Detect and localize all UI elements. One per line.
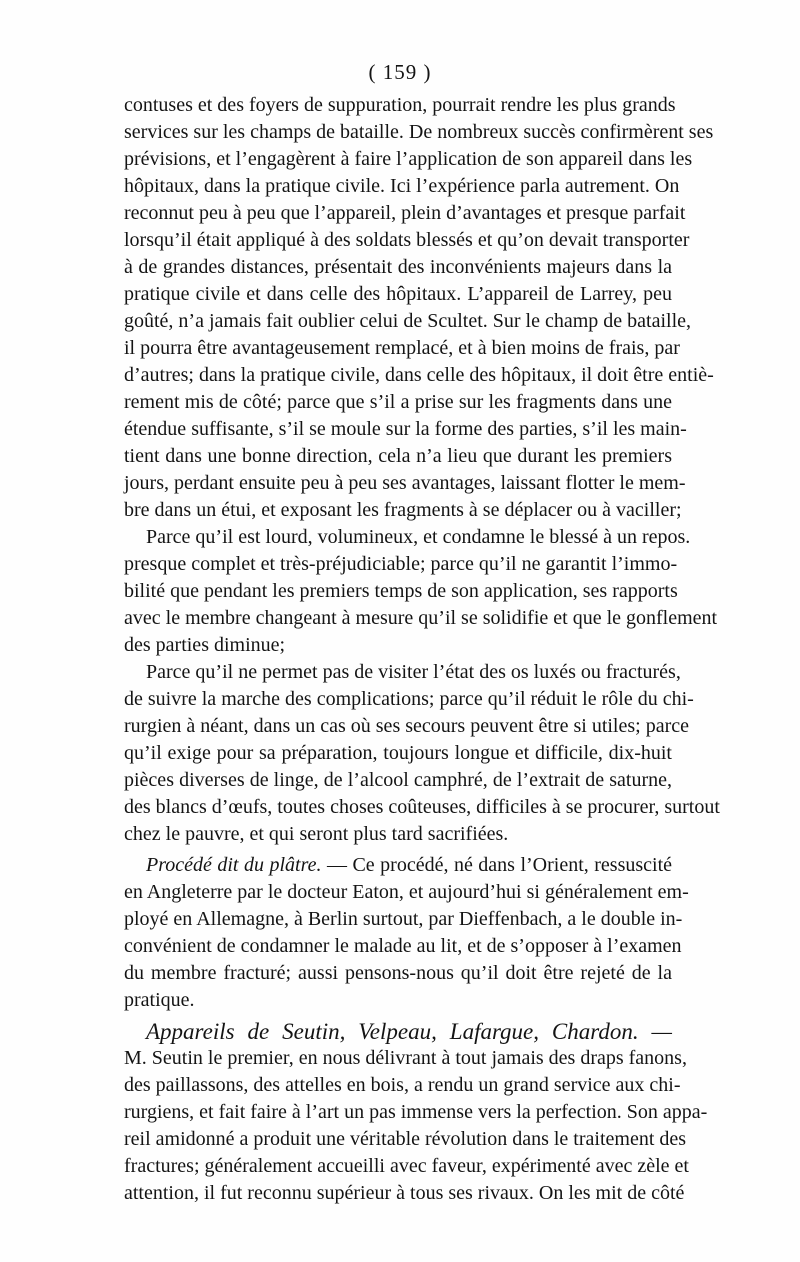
page-number: ( 159 ) (368, 60, 432, 84)
text-line: qu’il exige pour sa préparation, toujours longue et difficile, dix-huit (124, 742, 672, 764)
text-line: des blancs d’œufs, toutes choses coûteuses, difficiles à se procurer, surtout (124, 796, 720, 818)
text-line: des paillassons, des attelles en bois, a rendu un grand service aux chi- (124, 1074, 681, 1096)
text-line: Parce qu’il est lourd, volumineux, et condamne le blessé à un repos. (146, 526, 691, 548)
text-line: Parce qu’il ne permet pas de visiter l’état des os luxés ou fracturés, (146, 661, 681, 683)
text-line: hôpitaux, dans la pratique civile. Ici l’expérience parla autrement. On (124, 175, 680, 197)
text-line: fractures; généralement accueilli avec faveur, expérimenté avec zèle et (124, 1155, 689, 1177)
text-line: étendue suffisante, s’il se moule sur la forme des parties, s’il les main- (124, 418, 687, 440)
text-line: chez le pauvre, et qui seront plus tard sacrifiées. (124, 823, 509, 845)
section-text: — Ce procédé, né dans l’Orient, ressuscité (326, 854, 672, 876)
text-line: avec le membre changeant à mesure qu’il se solidifie et que le gonflement (124, 607, 718, 629)
text-line: du membre fracturé; aussi pensons-nous qu’il doit être rejeté de la (124, 962, 672, 984)
text-line: en Angleterre par le docteur Eaton, et aujourd’hui si généralement em- (124, 881, 689, 903)
section-heading (124, 1018, 672, 1045)
text-line: ployé en Allemagne, à Berlin surtout, par Dieffenbach, a le double in- (124, 908, 683, 930)
text-line: pratique. (124, 989, 195, 1011)
body-text (124, 92, 720, 1207)
text-line: rurgiens, et fait faire à l’art un pas immense vers la perfection. Son appa- (124, 1101, 708, 1123)
text-line: contuses et des foyers de suppuration, pourrait rendre les plus grands (124, 94, 676, 116)
text-line: M. Seutin le premier, en nous délivrant à tout jamais des draps fanons, (124, 1047, 687, 1069)
section-title: Appareils de Seutin, Velpeau, Lafargue, Chardon. — (146, 1019, 672, 1044)
text-line: tient dans une bonne direction, cela n’a lieu que durant les premiers (124, 445, 672, 467)
text-line: prévisions, et l’engagèrent à faire l’application de son appareil dans les (124, 148, 693, 170)
section-title: Procédé dit du plâtre. (146, 854, 322, 876)
text-line: pratique civile et dans celle des hôpitaux. L’appareil de Larrey, peu (124, 283, 672, 305)
text-line: bilité que pendant les premiers temps de son application, ses rapports (124, 580, 678, 602)
text-line: à de grandes distances, présentait des inconvénients majeurs dans la (124, 256, 672, 278)
section-line (124, 852, 672, 879)
text-line: rement mis de côté; parce que s’il a prise sur les fragments dans une (124, 391, 672, 413)
text-line: rurgien à néant, dans un cas où ses secours peuvent être si utiles; parce (124, 715, 689, 737)
text-line: attention, il fut reconnu supérieur à tous ses rivaux. On les mit de côté (124, 1182, 685, 1204)
text-line: presque complet et très-préjudiciable; parce qu’il ne garantit l’immo- (124, 553, 678, 575)
text-line: reil amidonné a produit une véritable révolution dans le traitement des (124, 1128, 687, 1150)
text-line: reconnut peu à peu que l’appareil, plein d’avantages et presque parfait (124, 202, 686, 224)
text-line: convénient de condamner le malade au lit, et de s’opposer à l’examen (124, 935, 682, 957)
text-line: de suivre la marche des complications; parce qu’il réduit le rôle du chi- (124, 688, 694, 710)
text-line: jours, perdant ensuite peu à peu ses avantages, laissant flotter le mem- (124, 472, 686, 494)
text-line: goûté, n’a jamais fait oublier celui de Scultet. Sur le champ de bataille, (124, 310, 692, 332)
text-line: des parties diminue; (124, 634, 286, 656)
text-line: d’autres; dans la pratique civile, dans celle des hôpitaux, il doit être entiè- (124, 364, 714, 386)
text-line: pièces diverses de linge, de l’alcool camphré, de l’extrait de saturne, (124, 769, 672, 791)
text-line: bre dans un étui, et exposant les fragments à se déplacer ou à vaciller; (124, 499, 682, 521)
text-line: il pourra être avantageusement remplacé, et à bien moins de frais, par (124, 337, 680, 359)
text-line: lorsqu’il était appliqué à des soldats blessés et qu’on devait transporter (124, 229, 690, 251)
text-line: services sur les champs de bataille. De nombreux succès confirmèrent ses (124, 121, 714, 143)
